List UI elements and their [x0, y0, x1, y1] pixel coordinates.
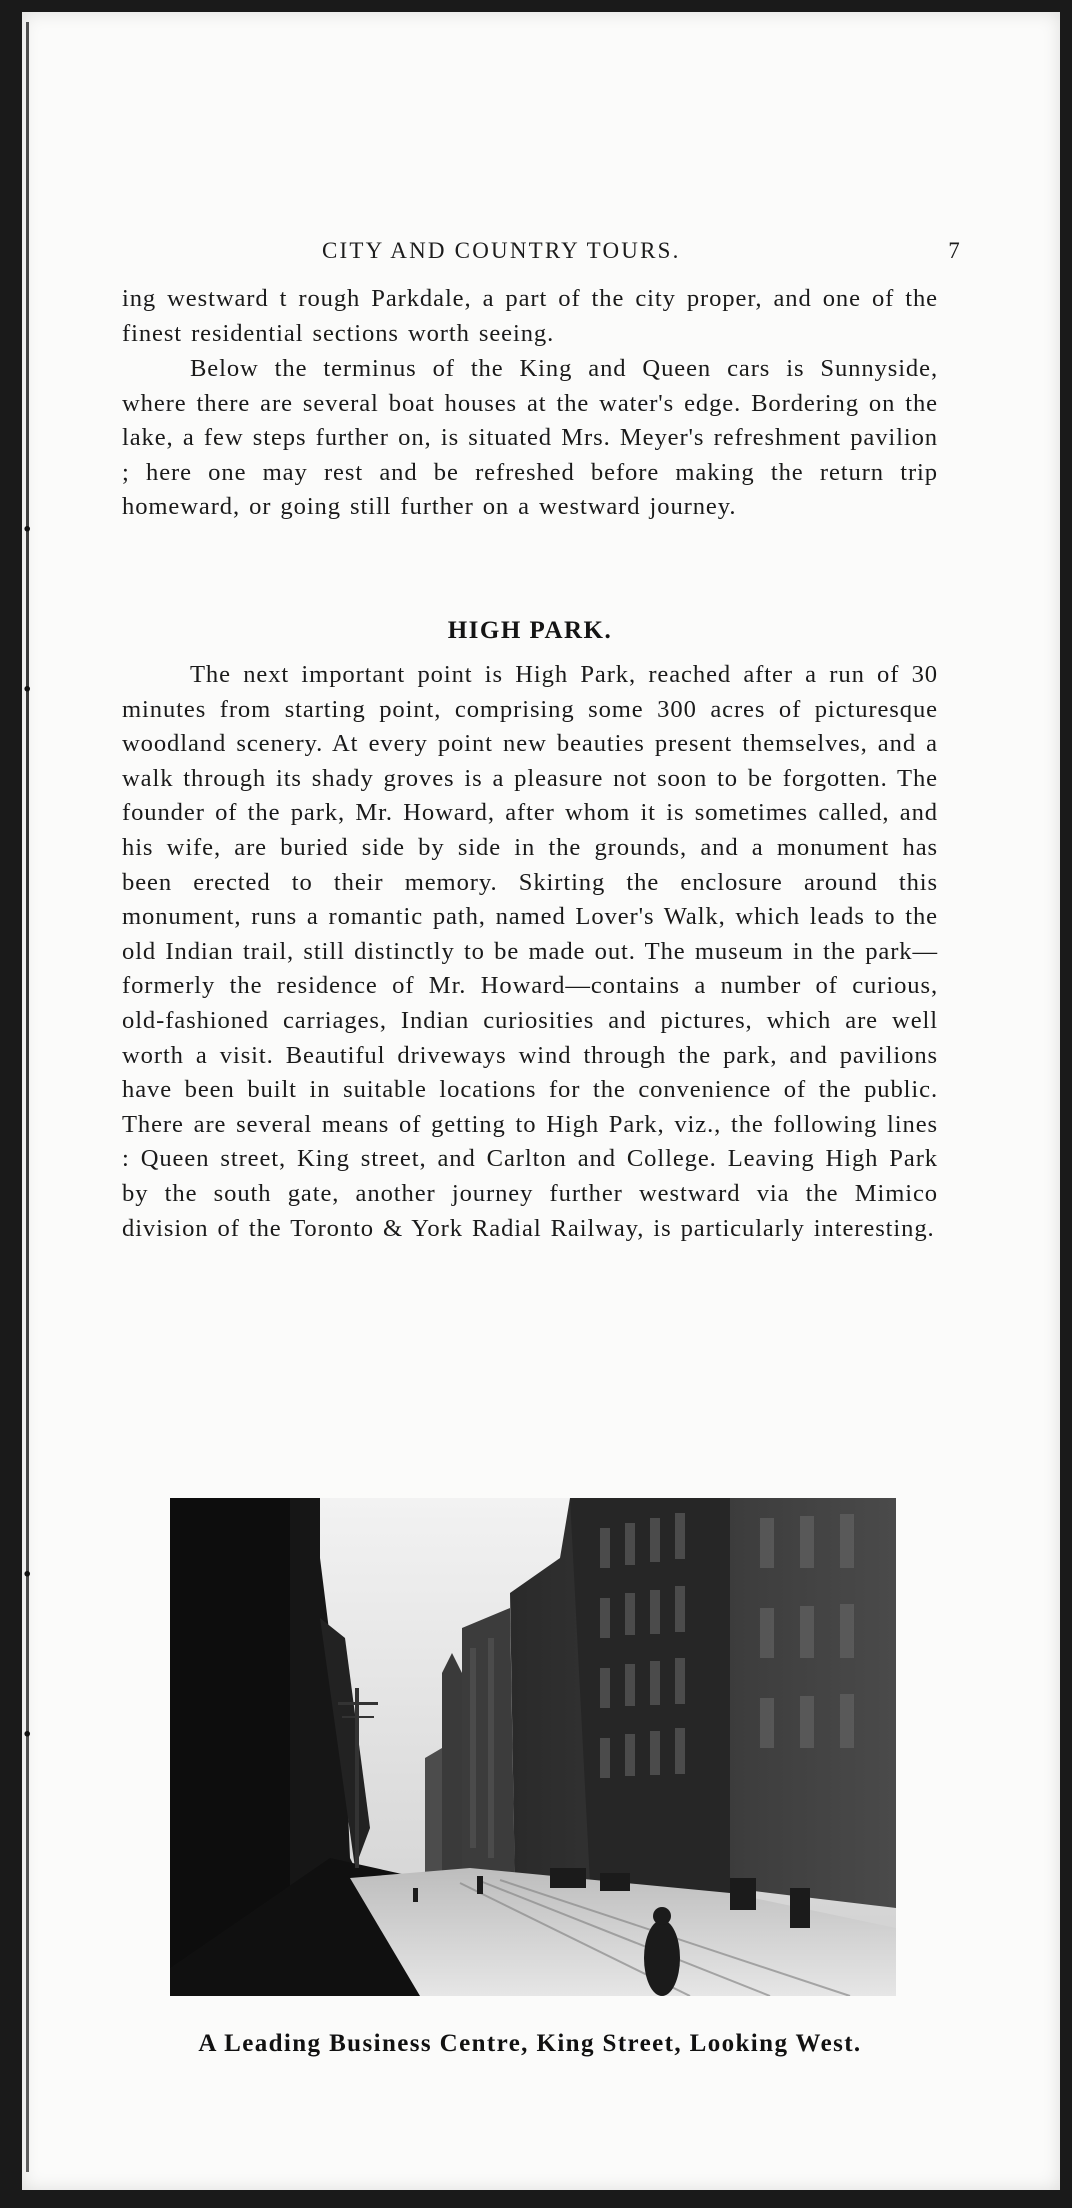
page-number: 7 [948, 238, 962, 263]
margin-mark: · [22, 672, 33, 707]
binding-edge-line [26, 22, 29, 2172]
body-paragraph [122, 352, 938, 525]
section-heading: HIGH PARK. [447, 617, 613, 644]
body-paragraph [122, 282, 938, 351]
running-head-title: CITY AND COUNTRY TOURS. [322, 238, 681, 263]
photo-caption: A Leading Business Centre, King Street, Looking West. [198, 2030, 862, 2057]
margin-mark: · [22, 512, 33, 547]
margin-mark: · [22, 1557, 33, 1592]
body-paragraph [122, 658, 938, 1246]
street-photo-illustration [170, 1498, 896, 1996]
street-photograph [170, 1498, 896, 1996]
running-head [322, 238, 962, 272]
paragraph-text: The next important point is High Park, reached after a run of 30 minutes from starting point, comprising some 300 acres of picturesque woodland scenery. At every point new beauties present themselves, and a walk through its shady groves is a pleasure not soon to be forgotten. The founder of the park, Mr. Howard, after whom it is sometimes called, and his wife, are buried side by side in the grounds, and a monument has been erected to their memory. Skirting the enclosure around this monument, runs a romantic path, named Lover's Walk, which leads to the old Indian trail, still distinctly to be made out. The museum in the park—formerly the residence of Mr. Howard—contains a number of curious, old-fashioned carriages, Indian curiosities and pictures, which are well worth a visit. Beautiful driveways wind through the park, and pavilions have been built in suitable locations for the convenience of the public. There are several means of getting to High Park, viz., the following lines : Queen street, King street, and Carlton and College. Leaving High Park by the south gate, another journey further westward via the Mimico division of the Toronto & York Radial Railway, is particularly interesting. [122, 661, 938, 1242]
margin-mark: · [22, 1717, 33, 1752]
paragraph-text: Below the terminus of the King and Queen cars is Sunnyside, where there are several boat houses at the water's edge. Bordering on the lake, a few steps further on, is situated Mrs. Meyer's refreshment pavilion ; here one may rest and be refreshed before making the return trip homeward, or going still further on a westward journey. [122, 355, 938, 521]
paragraph-text: ing westward t rough Parkdale, a part of the city proper, and one of the finest residential sections worth seeing. [122, 285, 938, 347]
